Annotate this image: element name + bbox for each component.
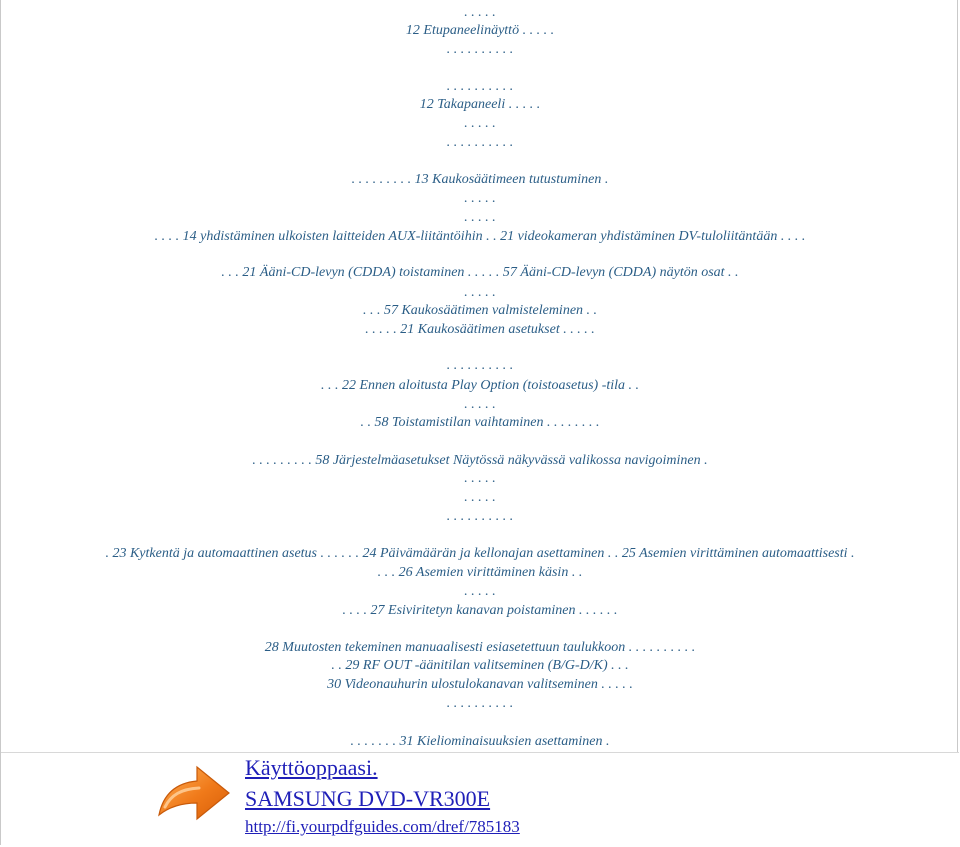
toc-line: . . . . . [464, 5, 496, 20]
toc-line: . . . . . . . . . 58 Järjestelmäasetukset Näytössä näkyvässä valikossa navigoiminen . [252, 453, 708, 468]
toc-line: . . . 57 Kaukosäätimen valmisteleminen . . [362, 303, 598, 318]
toc-line: . . . 22 Ennen aloitusta Play Option (toistoasetus) -tila . . [320, 378, 640, 393]
orange-arrow-icon [155, 757, 233, 827]
toc-line: . . . . . [464, 397, 496, 412]
toc-line: . . . . . [464, 471, 496, 486]
toc-line: 12 Etupaneelinäyttö . . . . . [405, 23, 555, 38]
user-guide-link[interactable]: Käyttöoppaasi. [245, 755, 378, 780]
product-model-link[interactable]: SAMSUNG DVD-VR300E [245, 786, 491, 811]
toc-line: . . . . . . . 31 Kieliominaisuuksien asettaminen . [350, 734, 610, 749]
toc-line: . . . . . . . . . . [446, 509, 514, 524]
toc-line: . 23 Kytkentä ja automaattinen asetus . . . . . . 24 Päivämäärän ja kellonajan asettaminen . . 25 Asemien virittäminen automaattisesti . [105, 546, 855, 561]
toc-line: . . . . . [464, 116, 496, 131]
toc-line: . . . . . [464, 285, 496, 300]
toc-line: . . 29 RF OUT -äänitilan valitseminen (B/G-D/K) . . . [331, 658, 629, 673]
toc-line: . . . . . [464, 191, 496, 206]
toc-line: 12 Takapaneeli . . . . . [419, 97, 541, 112]
toc-line: . . . 21 Ääni-CD-levyn (CDDA) toistaminen . . . . . 57 Ääni-CD-levyn (CDDA) näytön osat . . [221, 265, 739, 280]
toc-line: . . 58 Toistamistilan vaihtaminen . . . . . . . . [360, 415, 600, 430]
toc-line: 30 Videonauhurin ulostulokanavan valitseminen . . . . . [327, 677, 633, 692]
toc-line: . . . . . [464, 490, 496, 505]
toc-line: . . . . . . . . . . [446, 696, 514, 711]
toc-line: . . . . 14 yhdistäminen ulkoisten laitteiden AUX-liitäntöihin . . 21 videokameran yhdistäminen DV-tuloliitäntään . . . . [154, 229, 806, 244]
guide-url-link[interactable]: http://fi.yourpdfguides.com/dref/785183 [245, 817, 520, 836]
toc-line: . . . . . . . . . . [446, 79, 514, 94]
toc-line: . . . . . . . . . . [446, 42, 514, 57]
toc-line: . . . . . . . . . . [446, 358, 514, 373]
footer-banner [1, 752, 959, 845]
toc-line: . . . . . . . . . . [446, 135, 514, 150]
toc-line: . . . . . [464, 584, 496, 599]
toc-line: . . . 26 Asemien virittäminen käsin . . [377, 565, 583, 580]
toc-line: . . . . . [464, 210, 496, 225]
toc-line: . . . . . 21 Kaukosäätimen asetukset . . . . . [365, 322, 595, 337]
toc-line: . . . . 27 Esiviritetyn kanavan poistaminen . . . . . . [342, 603, 618, 618]
toc-line: 28 Muutosten tekeminen manuaalisesti esiasetettuun taulukkoon . . . . . . . . . . [264, 640, 696, 655]
toc-line: . . . . . . . . . 13 Kaukosäätimeen tutustuminen . [351, 172, 609, 187]
